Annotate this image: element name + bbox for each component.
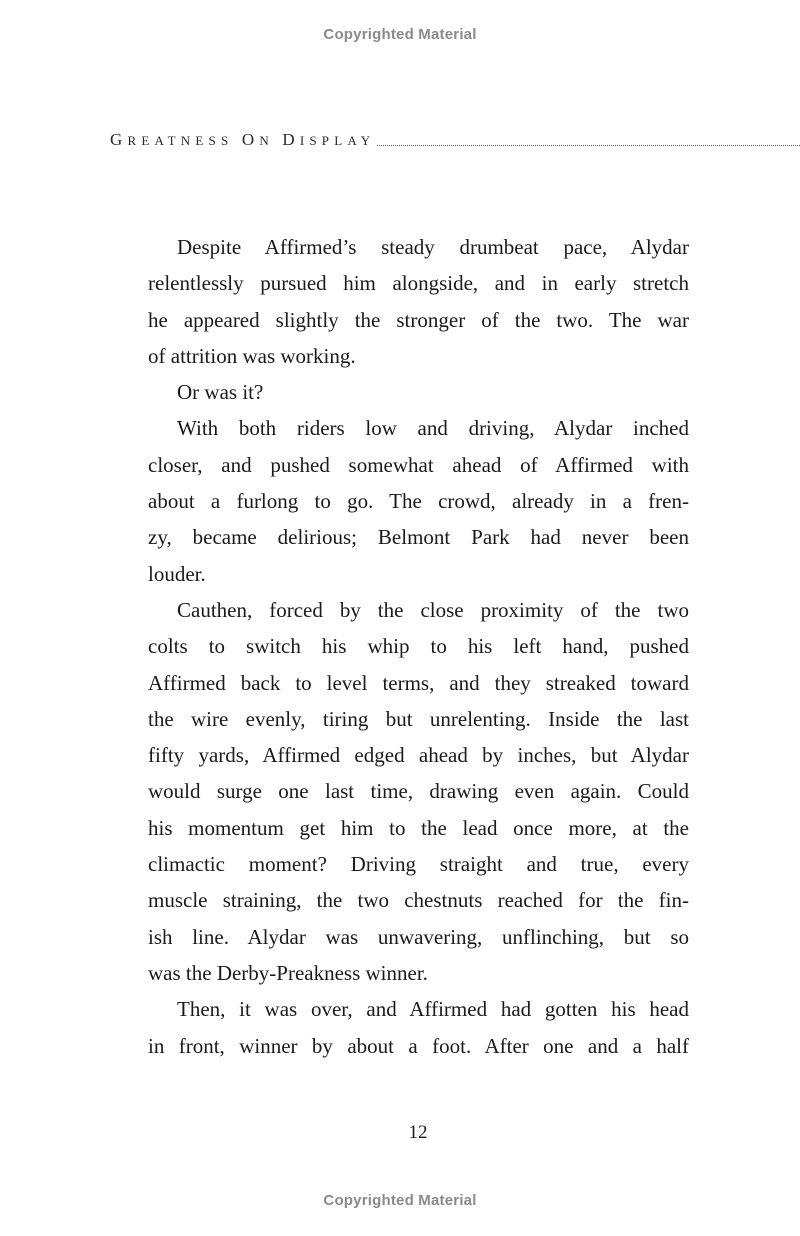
- running-head-title: GREATNESS ON DISPLAY: [110, 130, 376, 149]
- text-line: closer, and pushed somewhat ahead of Affirmed with: [148, 452, 689, 477]
- running-head: [110, 130, 800, 150]
- text-line: the wire evenly, tiring but unrelenting. Inside the last: [148, 706, 689, 731]
- text-line: relentlessly pursued him alongside, and in early stretch: [148, 271, 689, 296]
- text-line: was the Derby-Preakness winner.: [148, 960, 428, 985]
- text-line: Or was it?: [177, 380, 264, 405]
- text-line: Despite Affirmed’s steady drumbeat pace, Alydar: [177, 235, 689, 259]
- text-line: climactic moment? Driving straight and true, every: [148, 852, 689, 877]
- page-number: 12: [408, 1122, 428, 1143]
- text-line: ish line. Alydar was unwavering, unflinching, but so: [148, 924, 689, 949]
- text-line: in front, winner by about a foot. After one and a half: [148, 1033, 689, 1058]
- text-line: Cauthen, forced by the close proximity of the two: [177, 597, 689, 622]
- copyright-watermark-bottom: Copyrighted Material: [323, 1192, 477, 1209]
- text-line: of attrition was working.: [148, 343, 356, 368]
- text-line: would surge one last time, drawing even again. Could: [148, 779, 689, 804]
- text-line: fifty yards, Affirmed edged ahead by inches, but Alydar: [148, 743, 689, 768]
- text-line: muscle straining, the two chestnuts reached for the fin-: [148, 888, 689, 913]
- text-line: Affirmed back to level terms, and they streaked toward: [148, 670, 689, 695]
- copyright-watermark-top: Copyrighted Material: [323, 26, 477, 43]
- body-text: [148, 229, 689, 1064]
- text-line: zy, became delirious; Belmont Park had never been: [148, 525, 689, 550]
- text-line: Then, it was over, and Affirmed had gotten his head: [177, 997, 689, 1022]
- running-head-dotted-rule: [377, 144, 800, 146]
- text-line: louder.: [148, 561, 206, 586]
- text-line: colts to switch his whip to his left hand, pushed: [148, 634, 689, 659]
- text-line: his momentum get him to the lead once more, at the: [148, 815, 689, 840]
- text-line: he appeared slightly the stronger of the two. The war: [148, 307, 689, 332]
- text-line: about a furlong to go. The crowd, already in a fren-: [148, 489, 689, 514]
- text-line: With both riders low and driving, Alydar inched: [177, 416, 689, 441]
